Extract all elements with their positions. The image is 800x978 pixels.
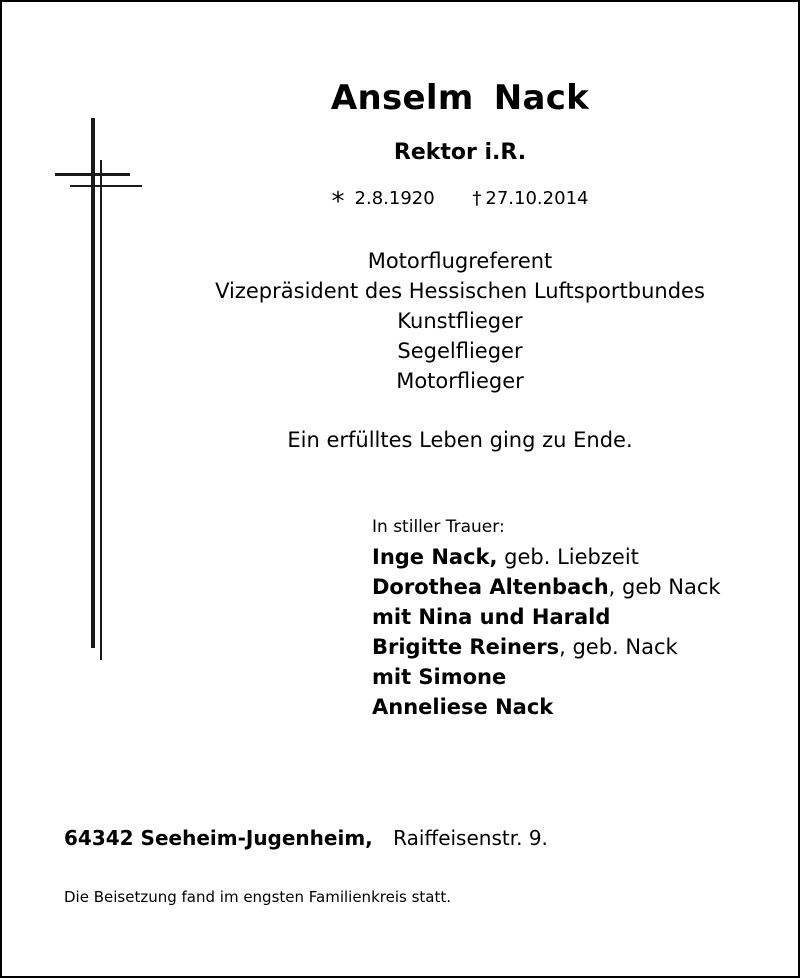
- role-item: Segelflieger: [397, 339, 523, 363]
- mourner-line: [372, 542, 792, 572]
- mourner-line: [372, 632, 792, 662]
- address: [64, 826, 548, 850]
- mourner-name: mit Nina und Harald: [372, 605, 611, 629]
- role-item: Vizepräsident des Hessischen Luftsportbundes: [215, 279, 705, 303]
- birth-symbol: *: [331, 187, 345, 217]
- mourner-name: Dorothea Altenbach: [372, 575, 609, 599]
- mourners-lead: In stiller Trauer:: [372, 517, 505, 537]
- mourners-block: [372, 516, 792, 722]
- birth-date: 2.8.1920: [354, 188, 435, 209]
- motto: Ein erfülltes Leben ging zu Ende.: [287, 428, 633, 452]
- mourner-name: Inge Nack,: [372, 545, 498, 569]
- deceased-name: Anselm Nack: [330, 78, 590, 118]
- deceased-title: Rektor i.R.: [393, 140, 527, 165]
- mourner-detail: , geb Nack: [608, 575, 721, 599]
- role-item: Kunstflieger: [397, 309, 523, 333]
- mourner-line: [372, 662, 792, 692]
- role-item: Motorflugreferent: [367, 249, 553, 273]
- mourner-name: mit Simone: [372, 665, 507, 689]
- mourner-line: [372, 692, 792, 722]
- death-date: 27.10.2014: [485, 188, 589, 209]
- mourner-line: [372, 572, 792, 602]
- death-symbol: †: [472, 188, 482, 209]
- role-item: Motorflieger: [396, 369, 524, 393]
- life-dates: [160, 187, 760, 217]
- address-city: 64342 Seeheim-Jugenheim,: [64, 826, 373, 850]
- mourner-line: [372, 602, 792, 632]
- mourner-detail: , geb. Nack: [559, 635, 678, 659]
- burial-note: Die Beisetzung fand im engsten Familienkreis statt.: [64, 888, 451, 906]
- roles-list: [160, 246, 760, 396]
- mourner-name: Brigitte Reiners: [372, 635, 560, 659]
- address-street: Raiffeisenstr. 9.: [393, 826, 548, 850]
- mourner-detail: geb. Liebzeit: [497, 545, 639, 569]
- mourner-name: Anneliese Nack: [372, 695, 554, 719]
- cross-icon: [0, 0, 160, 680]
